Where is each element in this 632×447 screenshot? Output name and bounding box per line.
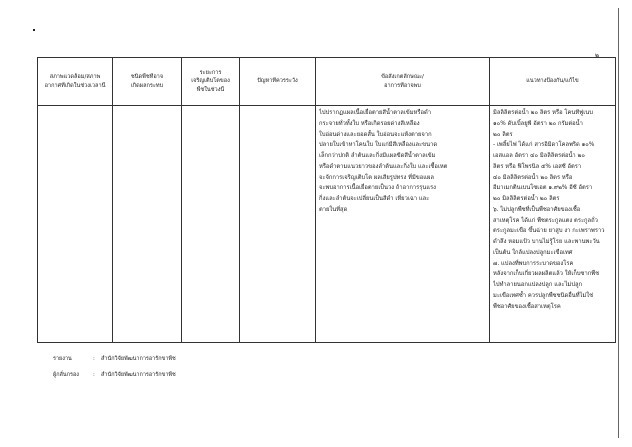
reported-by-separator: :	[93, 356, 95, 362]
header-problems: ปัญหาที่ควรระวัง	[240, 58, 316, 106]
text-line: ใบอ่อนด่างและยอดสั้น ใบอ่อนจะแห้งตายจาก	[319, 131, 432, 138]
weather-cell	[38, 106, 113, 343]
footer-reported-by	[53, 355, 176, 363]
reported-by-label: รายงาน	[53, 356, 72, 362]
reviewed-by-value: สำนักวิจัยพัฒนาการอารักขาพืช	[101, 372, 176, 378]
remedies-cell	[490, 106, 616, 343]
reviewed-by-label: ผู้กลั่นกรอง	[53, 372, 79, 378]
text-line: จะพบอาการเนื้อเยื่อตายเป็นวง ถ้าอาการรุนแรง	[319, 185, 437, 192]
symptoms-text	[316, 106, 489, 218]
text-line: พืชอาศัยของเชื้อสาเหตุโรค	[493, 303, 561, 310]
growth-stage-cell	[182, 106, 240, 343]
remedies-text	[490, 106, 615, 314]
table-header-row	[38, 58, 616, 106]
text-line: กระจายทั่วทั้งใบ หรือเกิดรอยด่างสีเหลือง	[319, 120, 420, 127]
text-line: ไปทำลายนอกแปลงปลูก และไม่ปลูก	[493, 282, 583, 288]
affected-crops-cell	[113, 106, 182, 343]
text-line: ตระกูลมะเขือ ขึ้นฉ่าย ยาสูบ งา กะเพราพราว	[493, 228, 605, 235]
text-line: ๗. แปลงที่พบการระบาดของโรค	[493, 260, 574, 267]
text-line: ปลายใบเข้าหาโคนใบ ใบแก่มีสีเหลืองและขนาด	[319, 142, 438, 149]
header-weather: สภาพแวดล้อม/สภาพ อากาศที่เกิดในช่วงเวลานี้	[38, 58, 113, 106]
header-affected-crops: ชนิดพืชที่อาจ เกิดผลกระทบ	[113, 58, 182, 106]
text-line: มิลลิลิตรต่อน้ำ ๒๐ ลิตร หรือ โคนทีฟูเนบ	[493, 110, 593, 116]
table-row	[38, 106, 616, 343]
text-line: จะจักการเจริญเติบโต ผลเสียรูปทรง ที่มีขอแผล	[319, 174, 434, 181]
text-line: หรือดำตามแนวยาวของลำต้นและกิ่งใบ และเชื้อเหต	[319, 163, 448, 170]
problems-cell	[240, 106, 316, 343]
text-line: ลิตร หรือ ฟิโพรนิล ๕% เอสซี อัตรา	[493, 163, 582, 170]
text-line: กิ่งและลำต้นจะเปลี่ยนเป็นสีดำ เหี่ยวเฉา และ	[319, 196, 430, 202]
crop-advisory-table	[37, 57, 616, 343]
text-line: ๔๐ มิลลิลิตรต่อน้ำ ๒๐ ลิตร หรือ	[493, 174, 573, 181]
header-growth-stage: ระยะการ เจริญเติบโตของ พืชในช่วงนี้	[182, 58, 240, 106]
text-line: สาเหตุโรค ได้แก่ พืชตระกูลแตง ตระกูลถั่ว	[493, 217, 598, 224]
text-line: ๑๐% ดับเบิ้ลยูพี อัตรา ๒๐ กรัมต่อน้ำ	[493, 120, 583, 127]
text-line: ไปปรากฏแผลเนื้อเยื่อตายสีน้ำตาลเข้มหรือดำ	[319, 110, 431, 116]
footer-reviewed-by	[53, 371, 176, 379]
text-line: ดำลึง หอมแป้ว บานไม่รู้โรย และพานพะวัน	[493, 239, 600, 245]
text-line: ตายในที่สุด	[319, 206, 348, 213]
text-line: หลังจากเก็บเกี่ยวผลผลิตแล้ว ให้เก็บซากพืช	[493, 271, 600, 278]
text-line: ๒๐ ลิตร	[493, 131, 513, 138]
text-line: เป็นต้น ใกล้แปลงปลูกมะเขือเทศ	[493, 249, 573, 256]
header-symptoms: ข้อสังเกตลักษณะ/ อาการที่อาจพบ	[316, 58, 490, 106]
text-line: ๒๐ มิลลิลิตรต่อน้ำ ๒๐ ลิตร	[493, 196, 560, 202]
text-line: - เพลี้ยไฟ ได้แก่ สารอิมิดาโคลพริด ๑๐%	[493, 142, 595, 149]
text-line: เล็กกว่าปกติ ลำต้นและกิ่งมีแผลขีดสีน้ำตาลเข้ม	[319, 153, 436, 159]
page-number: ๒	[595, 52, 599, 59]
scan-edge-line	[618, 8, 619, 438]
header-remedies: แนวทางป้องกัน/แก้ไข	[490, 58, 616, 106]
text-line: อีมาเมกตินเบนโซเอต ๑.๙๒% อีซี อัตรา	[493, 185, 593, 192]
text-line: เอสแอล อัตรา ๔๐ มิลลิลิตรต่อน้ำ ๒๐	[493, 153, 585, 159]
reported-by-value: สำนักวิจัยพัฒนาการอารักขาพืช	[101, 356, 176, 362]
text-line: ๖. ไม่ปลูกพืชที่เป็นพืชอาศัยของเชื้อ	[493, 206, 581, 213]
reviewed-by-separator: :	[93, 372, 95, 378]
text-line: มะเขือเทศซ้ำ ควรปลูกพืชชนิดอื่นที่ไม่ใช่	[493, 292, 594, 299]
scan-mark	[33, 29, 35, 31]
symptoms-cell	[316, 106, 490, 343]
